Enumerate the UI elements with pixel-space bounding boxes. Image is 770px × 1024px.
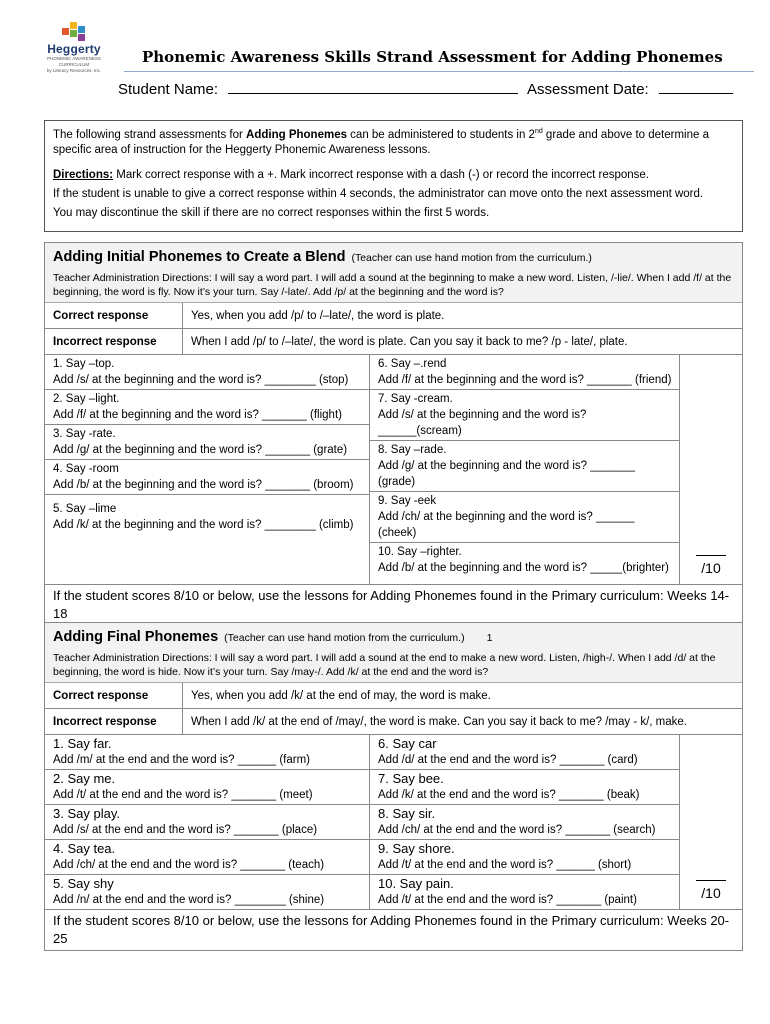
assessment-item [370, 840, 679, 875]
assessment-item [45, 875, 369, 909]
assessment-item [45, 495, 369, 536]
page-title: Phonemic Awareness Skills Strand Assessment for Adding Phonemes [142, 48, 723, 66]
correct-response-text: Yes, when you add /k/ at the end of may, the word is make. [191, 689, 491, 702]
item-question: Add /ch/ at the end and the word is? _______ (teach) [53, 859, 325, 871]
section-initial-phonemes [44, 242, 743, 626]
heggerty-logo [32, 22, 116, 72]
item-prompt: 5. Say –lime [53, 503, 117, 515]
item-question: Add /s/ at the end and the word is? _______ (place) [53, 824, 318, 836]
score-blank [696, 555, 726, 556]
directions-text: Mark correct response with a +. Mark incorrect response with a dash (-) or record the incorrect response. [113, 168, 649, 181]
item-question: Add /n/ at the end and the word is? ________ (shine) [53, 894, 325, 906]
logo-blocks-icon [62, 22, 86, 42]
item-prompt: 6. Say car [378, 736, 437, 751]
incorrect-response-text: When I add /k/ at the end of /may/, the word is make. Can you say it back to me? /may - k/, make. [191, 715, 687, 728]
items-right-column [370, 735, 680, 909]
student-name-label: Student Name: [118, 81, 219, 98]
assessment-date-row [527, 80, 733, 98]
intro-skill-name: Adding Phonemes [246, 128, 347, 141]
score-box[interactable] [680, 355, 742, 584]
student-name-field[interactable] [228, 80, 518, 94]
assessment-item [45, 770, 369, 805]
item-prompt: 7. Say -cream. [378, 393, 453, 405]
item-question: Add /s/ at the beginning and the word is? ________ (stop) [53, 374, 349, 386]
incorrect-response-row [45, 329, 742, 355]
assessment-item [45, 390, 369, 425]
logo-subline-text: by Literacy Resources, Inc. [46, 68, 102, 73]
correct-response-label: Correct response [45, 683, 183, 708]
student-name-row [118, 80, 518, 98]
assessment-items [45, 355, 742, 585]
item-prompt: 6. Say –.rend [378, 358, 447, 370]
instructions-box [44, 120, 743, 232]
items-left-column [45, 355, 370, 584]
item-prompt: 1. Say –top. [53, 358, 115, 370]
intro-superscript: nd [534, 128, 543, 135]
assessment-item [370, 735, 679, 770]
assessment-date-label: Assessment Date: [527, 81, 649, 98]
item-prompt: 10. Say pain. [378, 876, 454, 891]
logo-tagline-text: PHONEMIC AWARENESS CURRICULUM [47, 56, 101, 67]
item-question: Add /t/ at the end and the word is? _______ (meet) [53, 789, 313, 801]
assessment-item [45, 460, 369, 495]
score-total: /10 [701, 885, 721, 901]
assessment-item [370, 875, 679, 909]
curriculum-recommendation: If the student scores 8/10 or below, use the lessons for Adding Phonemes found in the Primary curriculum: Weeks 14-18 [53, 588, 730, 621]
item-prompt: 3. Say -rate. [53, 428, 116, 440]
items-left-column [45, 735, 370, 909]
item-prompt: 1. Say far. [53, 736, 112, 751]
item-question: Add /m/ at the end and the word is? ______ (farm) [53, 754, 310, 766]
section-title-text: Adding Final Phonemes [53, 629, 219, 645]
assessment-item [45, 425, 369, 460]
item-prompt: 7. Say bee. [378, 771, 444, 786]
item-prompt: 8. Say sir. [378, 806, 436, 821]
curriculum-recommendation: If the student scores 8/10 or below, use the lessons for Adding Phonemes found in the Primary curriculum: Weeks 20-25 [53, 913, 730, 946]
assessment-item [45, 805, 369, 840]
logo-brand: Heggerty [47, 42, 101, 56]
section-title [53, 249, 734, 265]
item-question: Add /d/ at the end and the word is? _______ (card) [378, 754, 638, 766]
section-header [45, 623, 742, 683]
correct-response-row [45, 303, 742, 329]
incorrect-response-label: Incorrect response [45, 709, 183, 734]
timing-note: If the student is unable to give a correct response within 4 seconds, the administrator can move onto the next assessment word. [53, 187, 704, 200]
directions-paragraph [53, 168, 734, 183]
item-question: Add /ch/ at the end and the word is? _______ (search) [378, 824, 656, 836]
item-prompt: 8. Say –rade. [378, 444, 447, 456]
assessment-item [370, 543, 679, 584]
intro-text-3: grade and above to determine a specific area of instruction for the Heggerty Phonemic Awareness lessons. [53, 128, 709, 156]
assessment-items [45, 735, 742, 910]
item-question: Add /t/ at the end and the word is? _______ (paint) [378, 894, 637, 906]
assessment-item [370, 805, 679, 840]
assessment-item [370, 441, 679, 492]
admin-directions: Teacher Administration Directions: I will say a word part. I will add a sound at the beginning to make a new word. Listen, /-lie/. When I add /f/ at the beginning, the word is fly. Now it’s your turn. Say /-late/. Add /p/ at the beginning and the word is? [53, 272, 732, 298]
item-question: Add /g/ at the beginning and the word is? _______ (grate) [53, 444, 348, 456]
intro-paragraph [53, 124, 734, 158]
section-title [53, 629, 734, 645]
title-divider [124, 71, 754, 72]
item-prompt: 3. Say play. [53, 806, 120, 821]
item-question: Add /f/ at the beginning and the word is? _______ (flight) [53, 409, 342, 421]
item-prompt: 10. Say –righter. [378, 546, 462, 558]
intro-text-2: can be administered to students in 2 [346, 128, 535, 141]
directions-label: Directions: [53, 168, 114, 181]
item-question: Add /s/ at the beginning and the word is? ______(scream) [378, 409, 587, 437]
section-note: (Teacher can use hand motion from the curriculum.) [351, 252, 592, 264]
item-question: Add /t/ at the end and the word is? ______ (short) [378, 859, 632, 871]
assessment-item [370, 492, 679, 543]
admin-directions: Teacher Administration Directions: I will say a word part. I will add a sound at the end to make a new word. Listen, /high-/. When I add /d/ at the beginning, the word is hide. Now it’s your turn. Say /may-/. Add /k/ at the end and the word is? [53, 652, 716, 678]
incorrect-response-text: When I add /p/ to /–late/, the word is plate. Can you say it back to me? /p - late/, plate. [191, 335, 628, 348]
correct-response-row [45, 683, 742, 709]
assessment-item [45, 840, 369, 875]
score-box[interactable] [680, 735, 742, 909]
correct-response-label: Correct response [45, 303, 183, 328]
incorrect-response-row [45, 709, 742, 735]
incorrect-response-label: Incorrect response [45, 329, 183, 354]
item-question: Add /ch/ at the beginning and the word is? ______ (cheek) [378, 511, 635, 539]
item-question: Add /k/ at the end and the word is? _______ (beak) [378, 789, 640, 801]
item-question: Add /b/ at the beginning and the word is? _____(brighter) [378, 562, 669, 574]
section-note: (Teacher can use hand motion from the curriculum.) [224, 632, 465, 644]
correct-response-text: Yes, when you add /p/ to /–late/, the word is plate. [191, 309, 445, 322]
item-prompt: 4. Say tea. [53, 841, 116, 856]
item-prompt: 2. Say –light. [53, 393, 120, 405]
assessment-item [45, 355, 369, 390]
assessment-item [370, 770, 679, 805]
section-title-text: Adding Initial Phonemes to Create a Blend [53, 249, 346, 265]
section-final-phonemes [44, 622, 743, 951]
item-prompt: 5. Say shy [53, 876, 114, 891]
score-total: /10 [701, 560, 721, 576]
item-prompt: 9. Say shore. [378, 841, 455, 856]
page-number: 1 [486, 632, 493, 644]
item-prompt: 2. Say me. [53, 771, 116, 786]
item-question: Add /k/ at the beginning and the word is? ________ (climb) [53, 519, 354, 531]
logo-tagline [32, 56, 116, 74]
section-header [45, 243, 742, 303]
assessment-item [370, 390, 679, 441]
item-question: Add /f/ at the beginning and the word is? _______ (friend) [378, 374, 672, 386]
assessment-date-field[interactable] [659, 80, 733, 94]
item-prompt: 9. Say -eek [378, 495, 437, 507]
assessment-item [45, 735, 369, 770]
items-right-column [370, 355, 680, 584]
item-question: Add /g/ at the beginning and the word is? _______ (grade) [378, 460, 636, 488]
score-blank [696, 880, 726, 881]
assessment-item [370, 355, 679, 390]
intro-text: The following strand assessments for [53, 128, 247, 141]
item-question: Add /b/ at the beginning and the word is? _______ (broom) [53, 479, 354, 491]
discontinue-note: You may discontinue the skill if there are no correct responses within the first 5 words. [53, 206, 490, 219]
item-prompt: 4. Say -room [53, 463, 119, 475]
